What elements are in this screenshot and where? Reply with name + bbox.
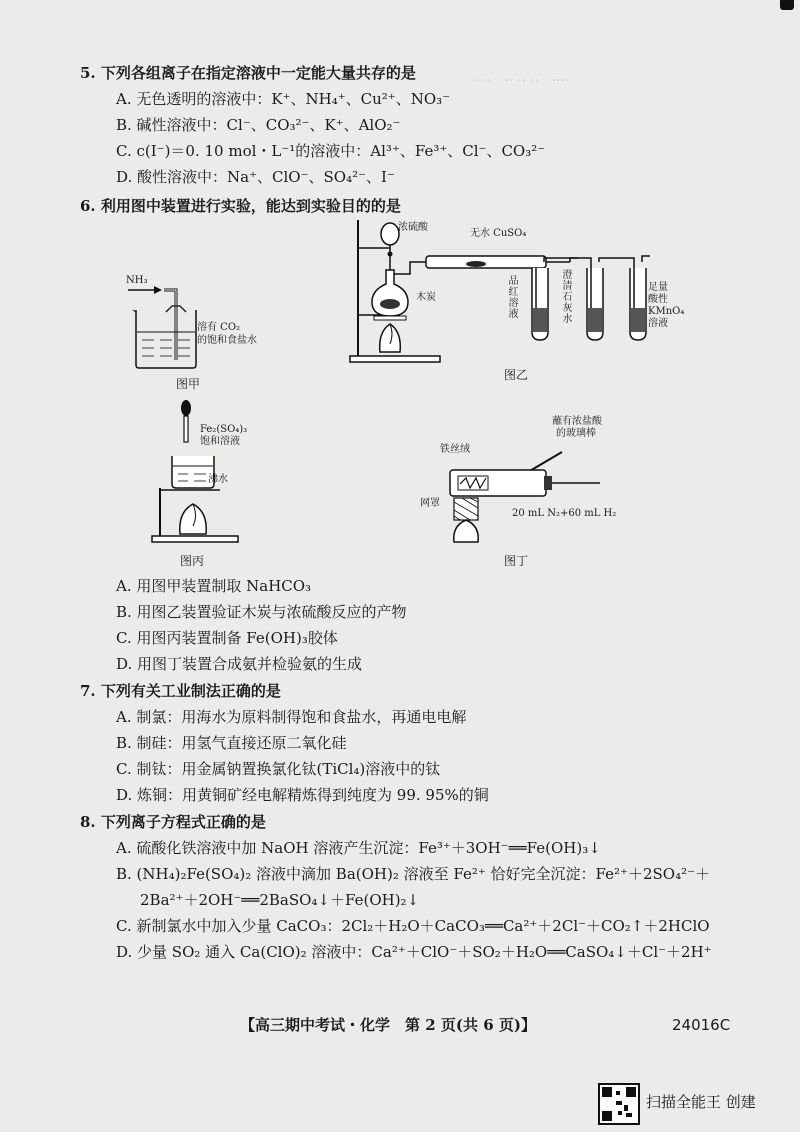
q7-option-b: B. 制硅：用氢气直接还原二氧化硅 bbox=[116, 734, 347, 752]
q7-option-d: D. 炼铜：用黄铜矿经电解精炼得到纯度为 99. 95%的铜 bbox=[116, 786, 489, 804]
q5-option-a: A. 无色透明的溶液中：K⁺、NH₄⁺、Cu²⁺、NO₃⁻ bbox=[116, 90, 451, 108]
fig-yi-bottle2-label: 澄清石灰水 bbox=[562, 270, 573, 325]
fig-yi-charcoal-label: 木炭 bbox=[416, 292, 436, 303]
q8-option-a: A. 硫酸化铁溶液中加 NaOH 溶液产生沉淀：Fe³⁺＋3OH⁻══Fe(OH)₃↓ bbox=[116, 839, 601, 857]
fig-ding-rod-label-2: 的玻璃棒 bbox=[556, 428, 596, 439]
q7-option-c: C. 制钛：用金属钠置换氯化钛(TiCl₄)溶液中的钛 bbox=[116, 760, 441, 778]
q8-option-b-line1: B. (NH₄)₂Fe(SO₄)₂ 溶液中滴加 Ba(OH)₂ 溶液至 Fe²⁺ 恰好完全沉淀：Fe²⁺＋2SO₄²⁻＋ bbox=[116, 865, 711, 883]
scanner-watermark-text: 扫描全能王 创建 bbox=[646, 1093, 756, 1111]
fig-bing-reagent-label-2: 饱和溶液 bbox=[200, 436, 240, 447]
q8-option-b-line2: 2Ba²⁺＋2OH⁻══2BaSO₄↓＋Fe(OH)₂↓ bbox=[140, 891, 420, 909]
fig-yi-caption: 图乙 bbox=[504, 368, 529, 382]
fig-yi-bottle3-label-2: 酸性 bbox=[648, 294, 668, 305]
fig-yi-acid-label: 浓硫酸 bbox=[398, 222, 428, 233]
bleed-through: ‥ ‥ ‥ ‥ ‥ ‥‥ bbox=[470, 70, 570, 85]
fig-yi-bottle1-label: 品红溶液 bbox=[508, 276, 519, 320]
fig-jia-caption: 图甲 bbox=[176, 377, 201, 391]
fig-jia-gas-label: NH₃ bbox=[126, 275, 148, 286]
q8-option-c: C. 新制氯水中加入少量 CaCO₃：2Cl₂＋H₂O＋CaCO₃══Ca²⁺＋2Cl⁻＋CO₂↑＋2HClO bbox=[116, 917, 710, 935]
q6-option-b: B. 用图乙装置验证木炭与浓硫酸反应的产物 bbox=[116, 603, 407, 621]
fig-bing-reagent-label-1: Fe₂(SO₄)₃ bbox=[200, 424, 248, 435]
fig-jia-solution-label-2: 的饱和食盐水 bbox=[197, 335, 257, 346]
fig-yi-tube-label: 无水 CuSO₄ bbox=[470, 228, 527, 239]
q5-option-b: B. 碱性溶液中：Cl⁻、CO₃²⁻、K⁺、AlO₂⁻ bbox=[116, 116, 401, 134]
fig-yi-bottle3-label-3: KMnO₄ bbox=[648, 306, 685, 317]
footer-code: 24016C bbox=[672, 1016, 731, 1034]
q8-stem: 8. 下列离子方程式正确的是 bbox=[80, 813, 266, 831]
fig-jia-solution-label-1: 溶有 CO₂ bbox=[197, 322, 241, 333]
q6-option-c: C. 用图丙装置制备 Fe(OH)₃胶体 bbox=[116, 629, 338, 647]
fig-yi-bottle3-label-4: 溶液 bbox=[648, 318, 668, 329]
figure-ding-drawing bbox=[440, 450, 610, 545]
q8-option-d: D. 少量 SO₂ 通入 Ca(ClO)₂ 溶液中：Ca²⁺＋ClO⁻＋SO₂＋H₂O══CaSO₄↓＋Cl⁻＋2H⁺ bbox=[116, 943, 712, 961]
fig-bing-water-label: 沸水 bbox=[208, 474, 228, 485]
fig-ding-gas-label: 20 mL N₂+60 mL H₂ bbox=[512, 508, 617, 519]
fig-yi-bottle3-label-1: 足量 bbox=[648, 282, 668, 293]
q5-stem: 5. 下列各组离子在指定溶液中一定能大量共存的是 bbox=[80, 64, 416, 82]
figure-bing-drawing bbox=[150, 398, 240, 543]
fig-ding-iron-label: 铁丝绒 bbox=[440, 444, 470, 455]
footer-title: 【高三期中考试・化学 第 2 页(共 6 页)】 bbox=[240, 1016, 536, 1034]
fig-ding-caption: 图丁 bbox=[504, 554, 529, 568]
fig-bing-caption: 图丙 bbox=[180, 554, 205, 568]
q6-option-d: D. 用图丁装置合成氨并检验氨的生成 bbox=[116, 655, 363, 673]
qr-code-icon bbox=[598, 1083, 640, 1125]
q5-option-d: D. 酸性溶液中：Na⁺、ClO⁻、SO₄²⁻、I⁻ bbox=[116, 168, 395, 186]
q6-option-a: A. 用图甲装置制取 NaHCO₃ bbox=[116, 577, 312, 595]
q7-option-a: A. 制氯：用海水为原料制得饱和食盐水，再通电电解 bbox=[116, 708, 467, 726]
fig-ding-mesh-label: 网罩 bbox=[420, 498, 440, 509]
corner-mark bbox=[780, 0, 794, 10]
fig-ding-rod-label-1: 蘸有浓盐酸 bbox=[552, 416, 602, 427]
q6-stem: 6. 利用图中装置进行实验，能达到实验目的的是 bbox=[80, 197, 401, 215]
q7-stem: 7. 下列有关工业制法正确的是 bbox=[80, 682, 281, 700]
q5-option-c: C. c(I⁻)＝0. 10 mol・L⁻¹的溶液中：Al³⁺、Fe³⁺、Cl⁻、CO₃²⁻ bbox=[116, 142, 546, 160]
